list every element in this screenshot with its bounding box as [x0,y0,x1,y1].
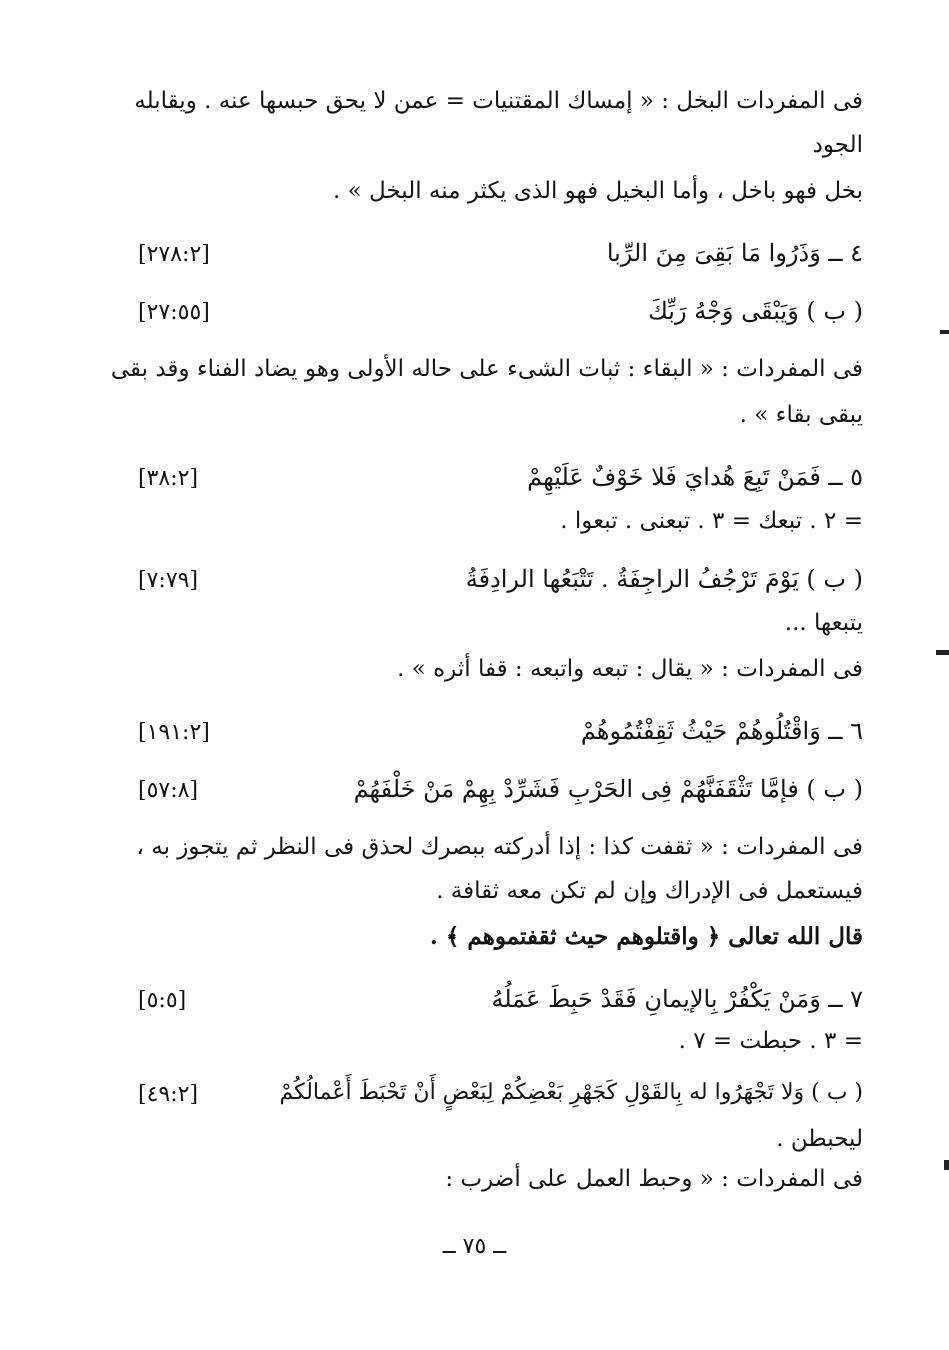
verse-7b: ( ب ) وَلا تَجْهَرُوا له بِالقَوْلِ كَجَهْرِ بَعْضِكُمْ لِبَعْضٍ أَنْ تَحْبَطَ أَعْمالُكُمْ [279,1080,863,1105]
verse-4: ٤ ــ وَذَرُوا مَا بَقِىَ مِنَ الرِّبا [606,239,863,267]
verse-6b: ( ب ) فإمَّا تَثْقَفَنَّهُمْ فِى الحَرْبِ فَشَرِّدْ بِهِمْ مَنْ خَلْفَهُمْ [353,775,863,803]
text-line-16: فيستعمل فى الإدراك وإن لم تكن معه ثقافة . [436,878,863,904]
verse-ref-7b: [٤٩:٢] [138,1082,199,1107]
verse-5b: ( ب ) يَوْمَ تَرْجُفُ الراجِفَةُ . تَتْبَعُها الرادِفَةُ [465,565,863,593]
text-line-12: فى المفردات : « يقال : تبعه واتبعه : قفا أثره » . [397,656,863,682]
text-line-3: بخل فهو باخل ، وأما البخيل فهو الذى يكثر منه البخل » . [333,178,863,204]
verse-ref-7: [٥:٥] [138,988,187,1013]
verse-ref-5b: [٧:٧٩] [138,568,199,593]
scan-mark [940,330,949,334]
text-line-17: قال الله تعالى ﴿ واقتلوهم حيث ثقفتموهم ﴾ . [429,923,863,950]
verse-ref-6b: [٥٧:٨] [138,778,199,803]
verse-5: ٥ ــ فَمَنْ تَبِعَ هُدايَ فَلا خَوْفٌ عَلَيْهِمْ [527,463,863,491]
text-line-19: = ٣ . حبطت = ٧ . [678,1028,863,1054]
text-line-2: الجود [812,132,863,158]
scan-mark [944,1160,949,1170]
verse-ref-5: [٣٨:٢] [138,466,199,491]
verse-ref-6: [١٩١:٢] [138,720,210,745]
text-line-9: = ٢ . تبعك = ٣ . تبعنى . تبعوا . [560,508,863,534]
verse-6: ٦ ــ وَاقْتُلُوهُمْ حَيْثُ ثَقِفْتُمُوهُمْ [580,717,863,745]
text-line-11: يتبعها ... [784,610,863,636]
verse-ref-4: [٢٧٨:٢] [138,242,210,267]
text-line-6: فى المفردات : « البقاء : ثبات الشىء على حاله الأولى وهو يضاد الفناء وقد بقى [110,356,863,382]
scan-mark [936,650,949,655]
text-line-21: ليحبطن . [776,1126,863,1152]
text-line-22: فى المفردات : « وحبط العمل على أضرب : [445,1166,863,1192]
verse-7: ٧ ــ وَمَنْ يَكْفُرْ بِالإيمانِ فَقَدْ حَبِطَ عَمَلُهُ [491,985,863,1013]
verse-ref-4b: [٢٧:٥٥] [138,300,210,325]
text-line-15: فى المفردات : « ثقفت كذا : إذا أدركته ببصرك لحذق فى النظر ثم يتجوز به ، [136,834,863,860]
text-line-7: يبقى بقاء » . [739,402,863,428]
text-line-1: فى المفردات البخل : « إمساك المقتنيات = عمن لا يحق حبسها عنه . ويقابله [134,88,863,114]
verse-4b: ( ب ) وَيَبْقَى وَجْهُ رَبِّكَ [648,297,863,325]
page-number: ــ ٧٥ ــ [442,1234,507,1259]
